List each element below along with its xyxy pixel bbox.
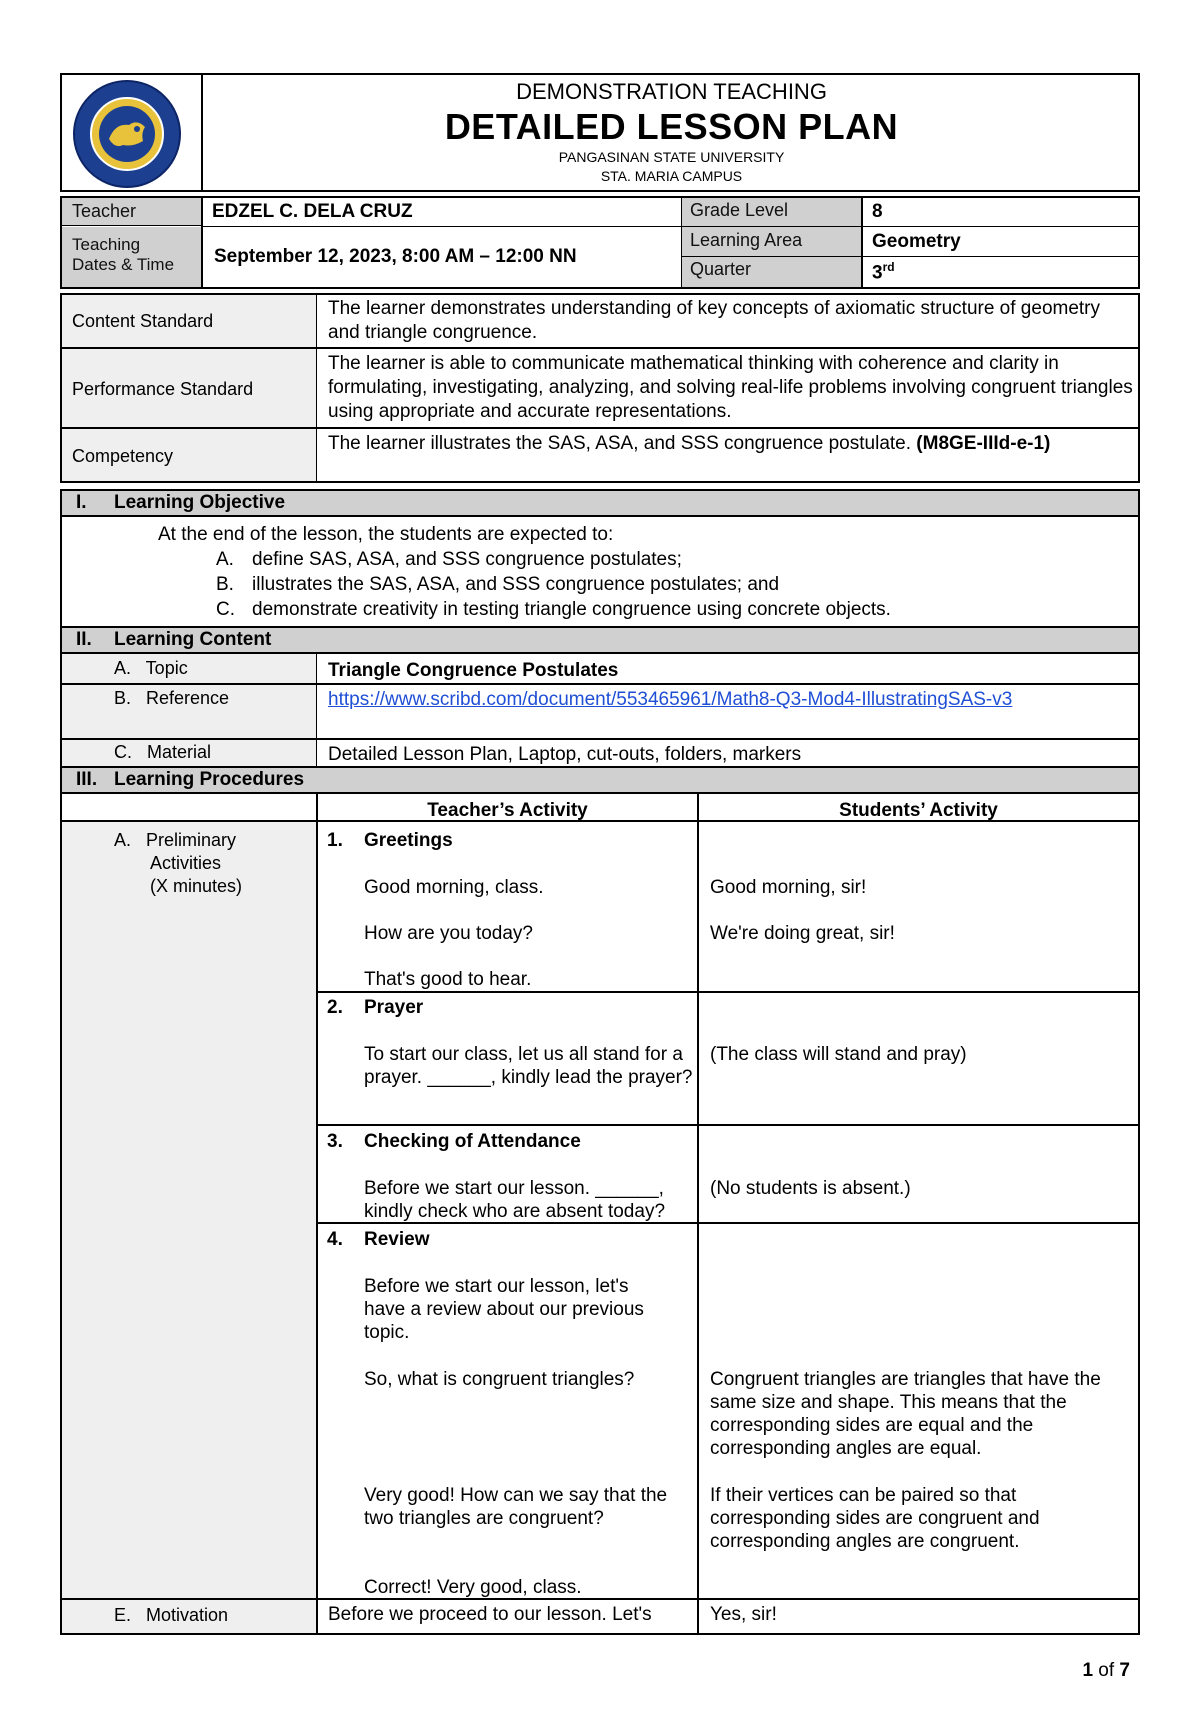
attendance-teacher: Before we start our lesson. ______, kindly check who are absent today?: [364, 1178, 666, 1222]
reference-link[interactable]: [328, 688, 1118, 712]
review-student-2: Congruent triangles are triangles that have the same size and shape. This means that the corresponding sides are equal and the corresponding angles are equal.: [710, 1369, 1101, 1459]
header-title: DETAILED LESSON PLAN: [444, 106, 899, 147]
topic-label: A. Topic: [114, 658, 188, 678]
dates-label-1: Teaching: [72, 235, 141, 254]
header-university: PANGASINAN STATE UNIVERSITY: [558, 149, 785, 165]
header-line1: DEMONSTRATION TEACHING: [516, 79, 827, 104]
material-value: Detailed Lesson Plan, Laptop, cut-outs, folders, markers: [328, 744, 802, 765]
teacher-activity-header: Teacher’s Activity: [427, 800, 588, 821]
greet-student-1: Good morning, sir!: [710, 877, 867, 898]
competency-text: The learner illustrates the SAS, ASA, and SSS congruence postulate. (M8GE-IIId-e-1): [328, 433, 1051, 454]
material-label: C. Material: [114, 742, 212, 762]
motivation-student: Yes, sir!: [710, 1604, 777, 1625]
header-campus: STA. MARIA CAMPUS: [600, 168, 743, 184]
objective-intro: At the end of the lesson, the students are expected to:: [158, 524, 614, 545]
review-title: 4. Review: [327, 1229, 430, 1250]
objective-item-a: A. define SAS, ASA, and SSS congruence postulates;: [216, 549, 682, 570]
review-teacher-4: Correct! Very good, class.: [364, 1577, 582, 1598]
performance-standard-text: The learner is able to communicate mathematical thinking with coherence and clarity in formulating, investigating, analyzing, and solving real-life problems involving congruent triangles using appropriate and accurate representations.: [328, 353, 1133, 422]
attendance-title: 3. Checking of Attendance: [327, 1131, 581, 1152]
motivation-label: E. Motivation: [114, 1605, 229, 1625]
objective-item-b: B. illustrates the SAS, ASA, and SSS congruence postulates; and: [216, 574, 780, 595]
quarter-value: 3rd: [872, 260, 895, 284]
objective-heading: I. Learning Objective: [62, 491, 1138, 517]
prayer-title: 2. Prayer: [327, 997, 424, 1018]
prayer-student: (The class will stand and pray): [710, 1044, 967, 1065]
students-activity-header: Students’ Activity: [839, 800, 998, 821]
area-label: Learning Area: [690, 230, 803, 250]
content-heading: II. Learning Content: [62, 626, 1138, 654]
competency-code: (M8GE-IIId-e-1): [916, 433, 1051, 454]
prayer-teacher: To start our class, let us all stand for a prayer. ______, kindly lead the prayer?: [364, 1044, 693, 1088]
page-number: 1 of 7: [1082, 1660, 1130, 1681]
performance-standard-label: Performance Standard: [72, 379, 254, 399]
university-logo: [71, 79, 183, 189]
content-standard-text: The learner demonstrates understanding of key concepts of axiomatic structure of geometry and triangle congruence.: [328, 298, 1101, 343]
teacher-name: EDZEL C. DELA CRUZ: [212, 201, 413, 222]
motivation-teacher: Before we proceed to our lesson. Let's: [328, 1604, 652, 1625]
greet-teacher-1: Good morning, class.: [364, 877, 544, 898]
content-standard-label: Content Standard: [72, 311, 214, 331]
grade-label: Grade Level: [690, 200, 789, 220]
greet-student-2: We're doing great, sir!: [710, 923, 895, 944]
reference-url[interactable]: https://www.scribd.com/document/553465961/Math8-Q3-Mod4-IllustratingSAS-v3: [328, 689, 1013, 710]
teacher-label: Teacher: [72, 201, 137, 221]
competency-label: Competency: [72, 446, 174, 466]
procedures-label-col: [62, 822, 316, 1633]
review-teacher-2: So, what is congruent triangles?: [364, 1369, 635, 1390]
review-student-3: If their vertices can be paired so that corresponding sides are congruent and corresponding angles are congruent.: [710, 1485, 1040, 1552]
greetings-title: 1. Greetings: [327, 830, 453, 851]
topic-value: Triangle Congruence Postulates: [328, 660, 619, 681]
review-teacher-1: Before we start our lesson, let's have a review about our previous topic.: [364, 1276, 644, 1343]
greet-teacher-2: How are you today?: [364, 923, 533, 944]
procedures-heading: III. Learning Procedures: [62, 768, 1138, 794]
preliminary-label: A. Preliminary Activities (X minutes): [114, 830, 243, 896]
quarter-label: Quarter: [690, 259, 752, 279]
greet-teacher-3: That's good to hear.: [364, 969, 532, 990]
grade-value: 8: [872, 201, 883, 222]
review-teacher-3: Very good! How can we say that the two triangles are congruent?: [364, 1485, 668, 1529]
attendance-student: (No students is absent.): [710, 1178, 911, 1199]
teaching-dates: September 12, 2023, 8:00 AM – 12:00 NN: [214, 246, 577, 267]
area-value: Geometry: [872, 231, 961, 252]
reference-label: B. Reference: [114, 688, 230, 708]
dates-label-2: Dates & Time: [72, 255, 175, 274]
objective-item-c: C. demonstrate creativity in testing triangle congruence using concrete objects.: [216, 599, 891, 620]
